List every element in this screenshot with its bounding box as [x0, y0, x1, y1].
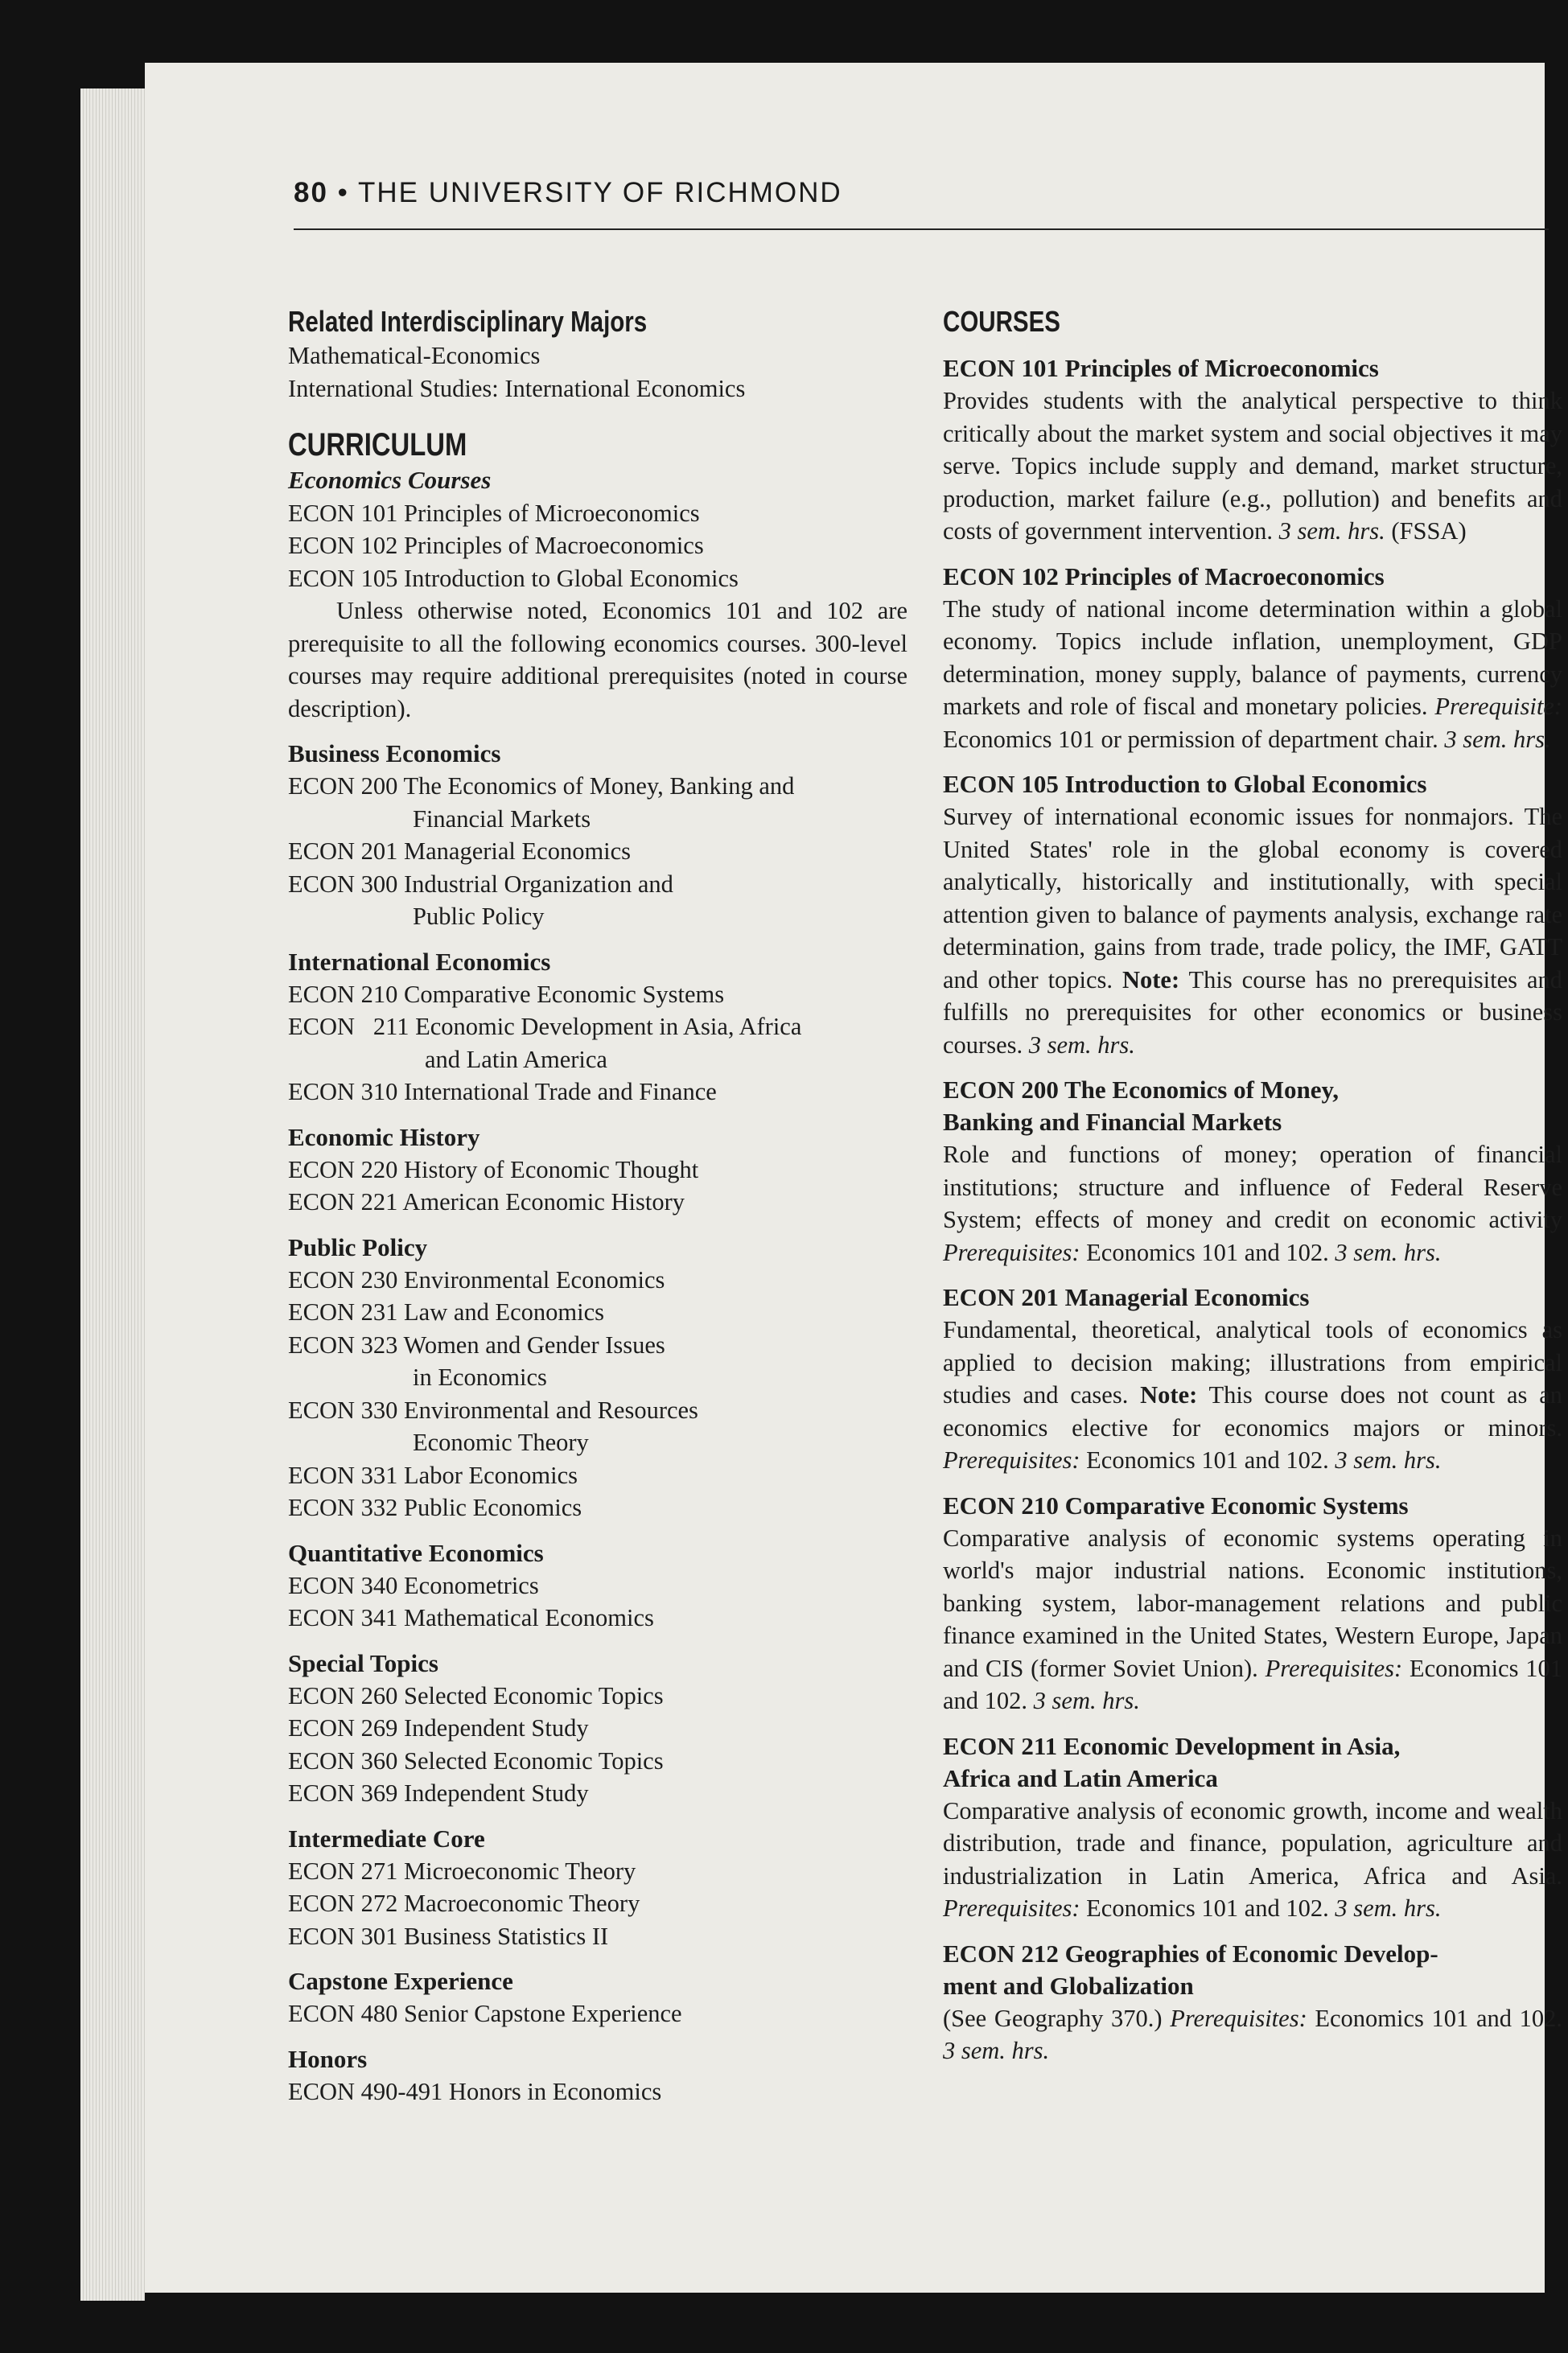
header-bullet: • [337, 177, 349, 208]
course-line: Economic Theory [413, 1429, 589, 1456]
course-description [943, 800, 1562, 1061]
running-header [294, 177, 842, 209]
group-heading: Economic History [288, 1122, 480, 1151]
intro-course: ECON 101 Principles of Microeconomics [288, 499, 700, 527]
course-line: ECON 220 History of Economic Thought [288, 1155, 699, 1183]
group-heading: Honors [288, 2044, 368, 2073]
group-heading: Business Economics [288, 739, 501, 767]
curriculum-heading: CURRICULUM [288, 427, 467, 463]
group-heading: Special Topics [288, 1648, 438, 1677]
course-line: ECON 271 Microeconomic Theory [288, 1857, 636, 1885]
course-description [943, 1314, 1562, 1477]
group-heading: Capstone Experience [288, 1967, 513, 1995]
description-text: Economics 101 and 102. [1080, 1894, 1335, 1922]
group-heading: Public Policy [288, 1232, 428, 1261]
course-title [943, 1490, 1562, 1522]
course-line: ECON 272 Macroeconomic Theory [288, 1890, 640, 1917]
group-heading: Intermediate Core [288, 1824, 485, 1853]
course-title [943, 561, 1562, 593]
header-rule [294, 228, 1549, 230]
page-number: 80 [294, 177, 328, 208]
course-line: ECON 331 Labor Economics [288, 1461, 578, 1489]
description-text: Survey of international economic issues for nonmajors. The United States' role in the global economy is covered analytically, historically and institutionally, with special attention given to balance of payments analysis, exchange rate determination, gains from trade, trade policy, the IMF, GATT and other topics. [943, 803, 1562, 993]
course-line: ECON 300 Industrial Organization and [288, 870, 673, 898]
course-title-line: Africa and Latin America [943, 1763, 1218, 1792]
course-line: ECON 269 Independent Study [288, 1714, 589, 1742]
course-line: ECON 210 Comparative Economic Systems [288, 980, 725, 1008]
italic-text: 3 sem. hrs. [1278, 517, 1385, 545]
description-text: Economics 101 and 102. [1080, 1238, 1335, 1266]
description-text: Comparative analysis of economic growth, income and wealth distribution, trade and finance, population, agriculture and industrialization in Latin America, Africa and Asia. [943, 1796, 1562, 1890]
course-title-line: ECON 212 Geographies of Economic Develop- [943, 1939, 1438, 1968]
italic-text: 3 sem. hrs. [1033, 1687, 1140, 1714]
italic-text: Prerequisites: [1170, 2004, 1307, 2032]
course-title [943, 352, 1562, 385]
course-line: ECON 211 Economic Development in Asia, Africa [288, 1013, 802, 1040]
course-line: ECON 310 International Trade and Finance [288, 1078, 717, 1105]
italic-text: 3 sem. hrs. [1335, 1894, 1442, 1922]
related-major: Mathematical-Economics [288, 342, 541, 369]
course-title [943, 768, 1562, 800]
course-title-line: ECON 211 Economic Development in Asia, [943, 1731, 1401, 1760]
description-text: This course has no prerequisites and fulfills no prerequisites for other economics or business courses. [943, 965, 1563, 1059]
italic-text: 3 sem. hrs. [1444, 725, 1551, 753]
bold-note: Note: [1140, 1381, 1198, 1409]
course-line: ECON 340 Econometrics [288, 1571, 539, 1599]
course-list [943, 352, 1562, 2067]
course-title [943, 1074, 1562, 1138]
group-heading: Quantitative Economics [288, 1538, 544, 1567]
course-line: and Latin America [425, 1045, 607, 1073]
description-text: The study of national income determination within a global economy. Topics include inflation, unemployment, GDP determination, money supply, balance of payments, currency markets and role of fiscal and monetary policies. [943, 594, 1562, 720]
course-line: ECON 231 Law and Economics [288, 1298, 605, 1326]
course-title-line: ECON 101 Principles of Microeconomics [943, 354, 1379, 382]
description-text: Role and functions of money; operation of financial institutions; structure and influence of Federal Reserve System; effects of money and credit on economic activity [943, 1141, 1562, 1233]
econ-courses-heading: Economics Courses [288, 466, 492, 494]
course-line: ECON 230 Environmental Economics [288, 1265, 665, 1294]
description-text: Fundamental, theoretical, analytical tools of economics as applied to decision making; illustrations from empirical studies and cases. [943, 1316, 1562, 1409]
italic-text: Prerequisite: [1434, 693, 1562, 720]
course-groups [288, 738, 907, 2108]
course-title-line: ECON 210 Comparative Economic Systems [943, 1491, 1409, 1520]
intro-course: ECON 102 Principles of Macroeconomics [288, 532, 704, 559]
course-line: Public Policy [413, 903, 545, 930]
description-text: Economics 101 or permission of department chair. [943, 725, 1445, 753]
italic-text: Prerequisites: [943, 1238, 1080, 1266]
course-line: ECON 369 Independent Study [288, 1779, 589, 1807]
left-column [288, 304, 907, 2108]
courses-heading: COURSES [943, 305, 1060, 338]
course-description [943, 1138, 1562, 1269]
course-title-line: ECON 201 Managerial Economics [943, 1283, 1310, 1311]
group-heading: International Economics [288, 947, 551, 976]
header-title: THE UNIVERSITY OF RICHMOND [358, 177, 842, 208]
course-description [943, 1522, 1562, 1717]
description-text: Economics 101 and 102. [943, 1654, 1562, 1714]
course-title-line: ECON 105 Introduction to Global Economics [943, 770, 1427, 798]
description-text: (FSSA) [1385, 517, 1467, 545]
italic-text: Prerequisites: [943, 1894, 1080, 1922]
related-heading: Related Interdisciplinary Majors [288, 305, 648, 338]
course-line: Financial Markets [413, 804, 591, 833]
course-line: ECON 221 American Economic History [288, 1188, 685, 1216]
page-edges [80, 88, 145, 2301]
course-description [943, 2002, 1562, 2067]
course-line: ECON 332 Public Economics [288, 1494, 582, 1521]
course-title [943, 1730, 1562, 1795]
course-line: ECON 323 Women and Gender Issues [288, 1331, 665, 1359]
intro-course: ECON 105 Introduction to Global Economics [288, 564, 739, 592]
related-major: International Studies: International Economics [288, 374, 746, 402]
course-title-line: Banking and Financial Markets [943, 1108, 1282, 1136]
course-title-line: ECON 200 The Economics of Money, [943, 1076, 1339, 1104]
course-description [943, 593, 1562, 756]
course-description [943, 385, 1562, 548]
course-line: ECON 480 Senior Capstone Experience [288, 2000, 682, 2027]
right-column [943, 304, 1562, 2067]
course-line: ECON 360 Selected Economic Topics [288, 1746, 664, 1775]
description-text: Economics 101 and 102. [1307, 2004, 1563, 2032]
course-title-line: ment and Globalization [943, 1971, 1194, 2000]
course-title-line: ECON 102 Principles of Macroeconomics [943, 562, 1385, 590]
course-line: ECON 330 Environmental and Resources [288, 1396, 698, 1424]
course-line: ECON 490-491 Honors in Economics [288, 2077, 662, 2105]
bold-note: Note: [1121, 965, 1180, 993]
course-line: ECON 201 Managerial Economics [288, 837, 632, 865]
description-text: Comparative analysis of economic systems operating in world's major industrial nations. Economic institutions, banking system, labor-management relations and public finance examined in the United States, Western Europe, Japan and CIS (former Soviet Union). [943, 1524, 1562, 1682]
course-line: in Economics [413, 1364, 547, 1391]
italic-text: 3 sem. hrs. [943, 2037, 1050, 2064]
description-text: Economics 101 and 102. [1080, 1446, 1335, 1474]
course-title [943, 1281, 1562, 1314]
description-text: This course does not count as an economics elective for economics majors or minors. [943, 1381, 1562, 1442]
italic-text: 3 sem. hrs. [1335, 1238, 1442, 1266]
italic-text: 3 sem. hrs. [1028, 1030, 1135, 1059]
course-line: ECON 260 Selected Economic Topics [288, 1681, 664, 1709]
description-text: Provides students with the analytical perspective to think critically about the market system and social objectives it may serve. Topics include supply and demand, market structure, production, market failure (e.g., pollution) and benefits and costs of government intervention. [943, 387, 1562, 545]
italic-text: Prerequisites: [1265, 1654, 1403, 1682]
description-text: (See Geography 370.) [943, 2004, 1171, 2032]
course-description [943, 1795, 1562, 1925]
course-line: ECON 301 Business Statistics II [288, 1922, 609, 1950]
italic-text: Prerequisites: [943, 1446, 1080, 1474]
italic-text: 3 sem. hrs. [1335, 1446, 1442, 1474]
course-title [943, 1938, 1562, 2002]
prerequisite-note: Unless otherwise noted, Economics 101 and 102 are prerequisite to all the following economics courses. 300-level courses may require additional prerequisites (noted in course description). [288, 597, 907, 722]
course-line: ECON 200 The Economics of Money, Banking and [288, 772, 795, 800]
course-line: ECON 341 Mathematical Economics [288, 1604, 654, 1631]
